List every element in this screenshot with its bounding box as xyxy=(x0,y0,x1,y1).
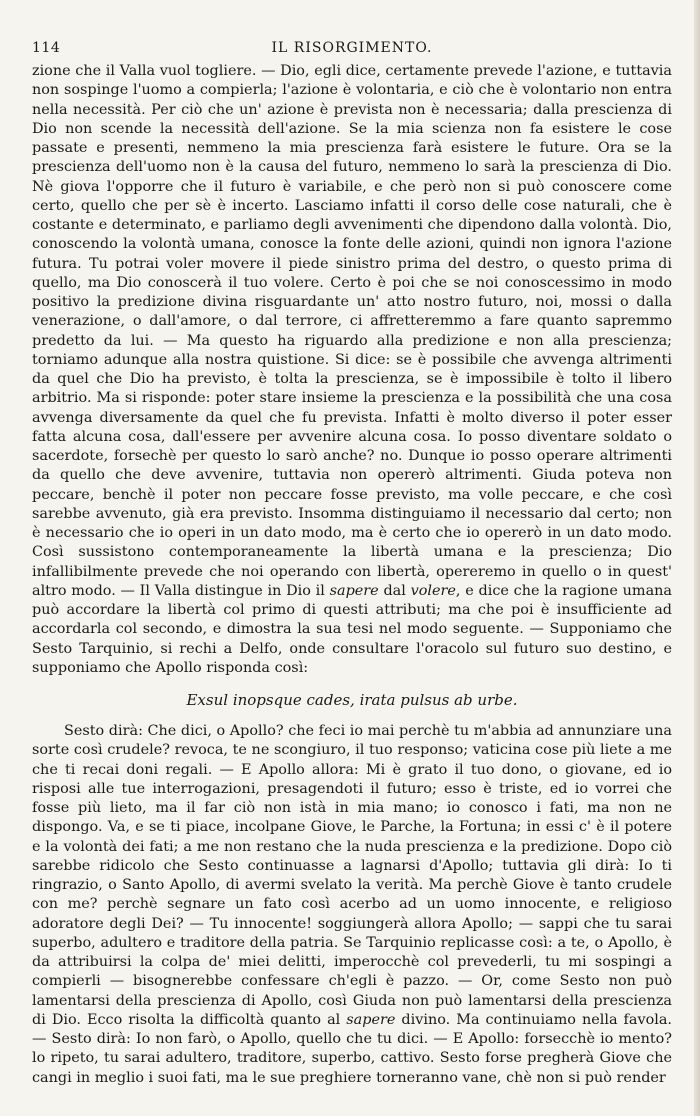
page-number: 114 xyxy=(32,40,61,56)
emphasis-sapere: sapere xyxy=(346,1011,396,1028)
paragraph-text: , e dice che la ragione umana può accordare la libertà col primo di questi attributi; ma che poi è insufficiente ad accordarla col secondo, e dimostra la sua tesi nel modo seguente. — Supponiamo che Sesto Tarquinio, si rechi a Delfo, onde consultare l'oracolo sul futuro suo destino, e supponiamo che Apollo risponda così: xyxy=(32,582,672,676)
page-edge-shadow xyxy=(694,0,700,1116)
paragraph-text: zione che il Valla vuol togliere. — Dio, egli dice, certamente prevede l'azione, e tuttavia non sospinge l'uomo a compierla; l'azione è volontaria, e ciò che è volontario non entra nella necessità. Per ciò che un' azione è prevista non è necessaria; dalla prescienza di Dio non scende la necessità dell'azione. Se la mia scienza non fa esistere le cose passate e presenti, nemmeno la mia prescienza farà esistere le future. Ora se la prescienza dell'uomo non è la causa del futuro, nemmeno lo sarà la prescienza di Dio. Nè giova l'opporre che il futuro è variabile, e che però non si può conoscere come certo, quello che per sè è incerto. Lasciamo infatti il corso delle cose naturali, che è costante e determinato, e parliamo degli avvenimenti che dipendono dalla volontà. Dio, conoscendo la volontà umana, conosce la fonte delle azioni, quindi non ignora l'azione futura. Tu potrai voler movere il piede sinistro prima del destro, o questo prima di quello, ma Dio conoscerà il tuo volere. Certo è poi che se noi conoscessimo in modo positivo la predizione divina risguardante un' atto nostro futuro, noi, mossi o dalla venerazione, o dall'amore, o dal terrore, ci affretteremmo a fare quanto sapremmo predetto da lui. — Ma questo ha riguardo alla predizione e non alla prescienza; torniamo adunque alla nostra quistione. Si dice: se è possibile che avvenga altrimenti da quel che Dio ha previsto, è tolta la prescienza, se è impossibile è tolto il libero arbitrio. Ma si risponde: poter stare insieme la prescienza e la possibilità che una cosa avvenga diversamente da quel che fu prevista. Infatti è molto diverso il poter esser fatta alcuna cosa, dall'essere per avvenire alcuna cosa. Io posso diventare soldato o sacerdote, forsechè per questo lo sarò anche? no. Dunque io posso operare altrimenti da quello che deve avvenire, tuttavia non opererò altrimenti. Giuda poteva non peccare, benchè il poter non peccare fosse previsto, ma volle peccare, e che così sarebbe avvenuto, già era previsto. Insomma distinguiamo il necessario dal certo; non è necessario che io operi in un dato modo, ma è certo che io opererò in un dato modo. Così sussistono contemporaneamente la libertà umana e la prescienza; Dio infallibilmente prevede che noi operando con libertà, opereremo in quello o in quest' altro modo. — Il Valla distingue in Dio il xyxy=(32,63,672,599)
paragraph-text: Sesto dirà: Che dici, o Apollo? che feci io mai perchè tu m'abbia ad annunziare una sorte così crudele? revoca, te ne scongiuro, il tuo responso; vaticina cose più liete a me che ti recai doni regali. — E Apollo allora: Mi è grato il tuo dono, o giovane, ed io risposi alle tue interrogazioni, presagendoti il futuro; esso è triste, ed io vorrei che fosse più lieto, ma il far ciò non istà in mia mano; io conosco i fati, ma non ne dispongo. Va, e se ti piace, incolpane Giove, le Parche, la Fortuna; in essi c' è il potere e la volontà dei fati; a me non restano che la nuda prescienza e la predizione. Dopo ciò sarebbe ridicolo che Sesto continuasse a lagnarsi d'Apollo; tuttavia gli dirà: Io ti ringrazio, o Santo Apollo, di avermi svelato la verità. Ma perchè Giove è tanto crudele con me? perchè segnare un fato così acerbo ad un uomo innocente, e religioso adoratore degli Dei? — Tu innocente! soggiungerà allora Apollo; — sappi che tu sarai superbo, adultero e traditore della patria. Se Tarquinio replicasse così: a te, o Apollo, è da attribuirsi la colpa de' miei delitti, imperocchè col prevederli, tu mi sospingi a compierli — bisognerebbe confessare ch'egli è pazzo. — Or, come Sesto non può lamentarsi della prescienza di Apollo, così Giuda non può lamentarsi della prescienza di Dio. Ecco risolta la difficoltà quanto al xyxy=(32,723,672,1028)
paragraph-sesto-dialogue xyxy=(32,722,672,1088)
running-title: IL RISORGIMENTO. xyxy=(271,40,433,56)
latin-verse-quotation: Exsul inopsque cades, irata pulsus ab urbe. xyxy=(186,691,518,709)
running-head xyxy=(32,40,672,62)
paragraph-text: dal xyxy=(378,582,411,599)
paragraph-text: divino. Ma continuiamo nella favola. — Sesto dirà: Io non farò, o Apollo, quello che tu dici. — E Apollo: forsecchè io mento? lo ripeto, tu sarai adultero, traditore, superbo, cattivo. Sesto forse pregherà Giove che cangi in meglio i suoi fati, ma le sue preghiere torneranno vane, chè non si può render xyxy=(32,1011,672,1086)
paragraph-valla-argument xyxy=(32,62,672,678)
emphasis-sapere: sapere xyxy=(329,582,379,599)
emphasis-volere: volere xyxy=(410,582,456,599)
